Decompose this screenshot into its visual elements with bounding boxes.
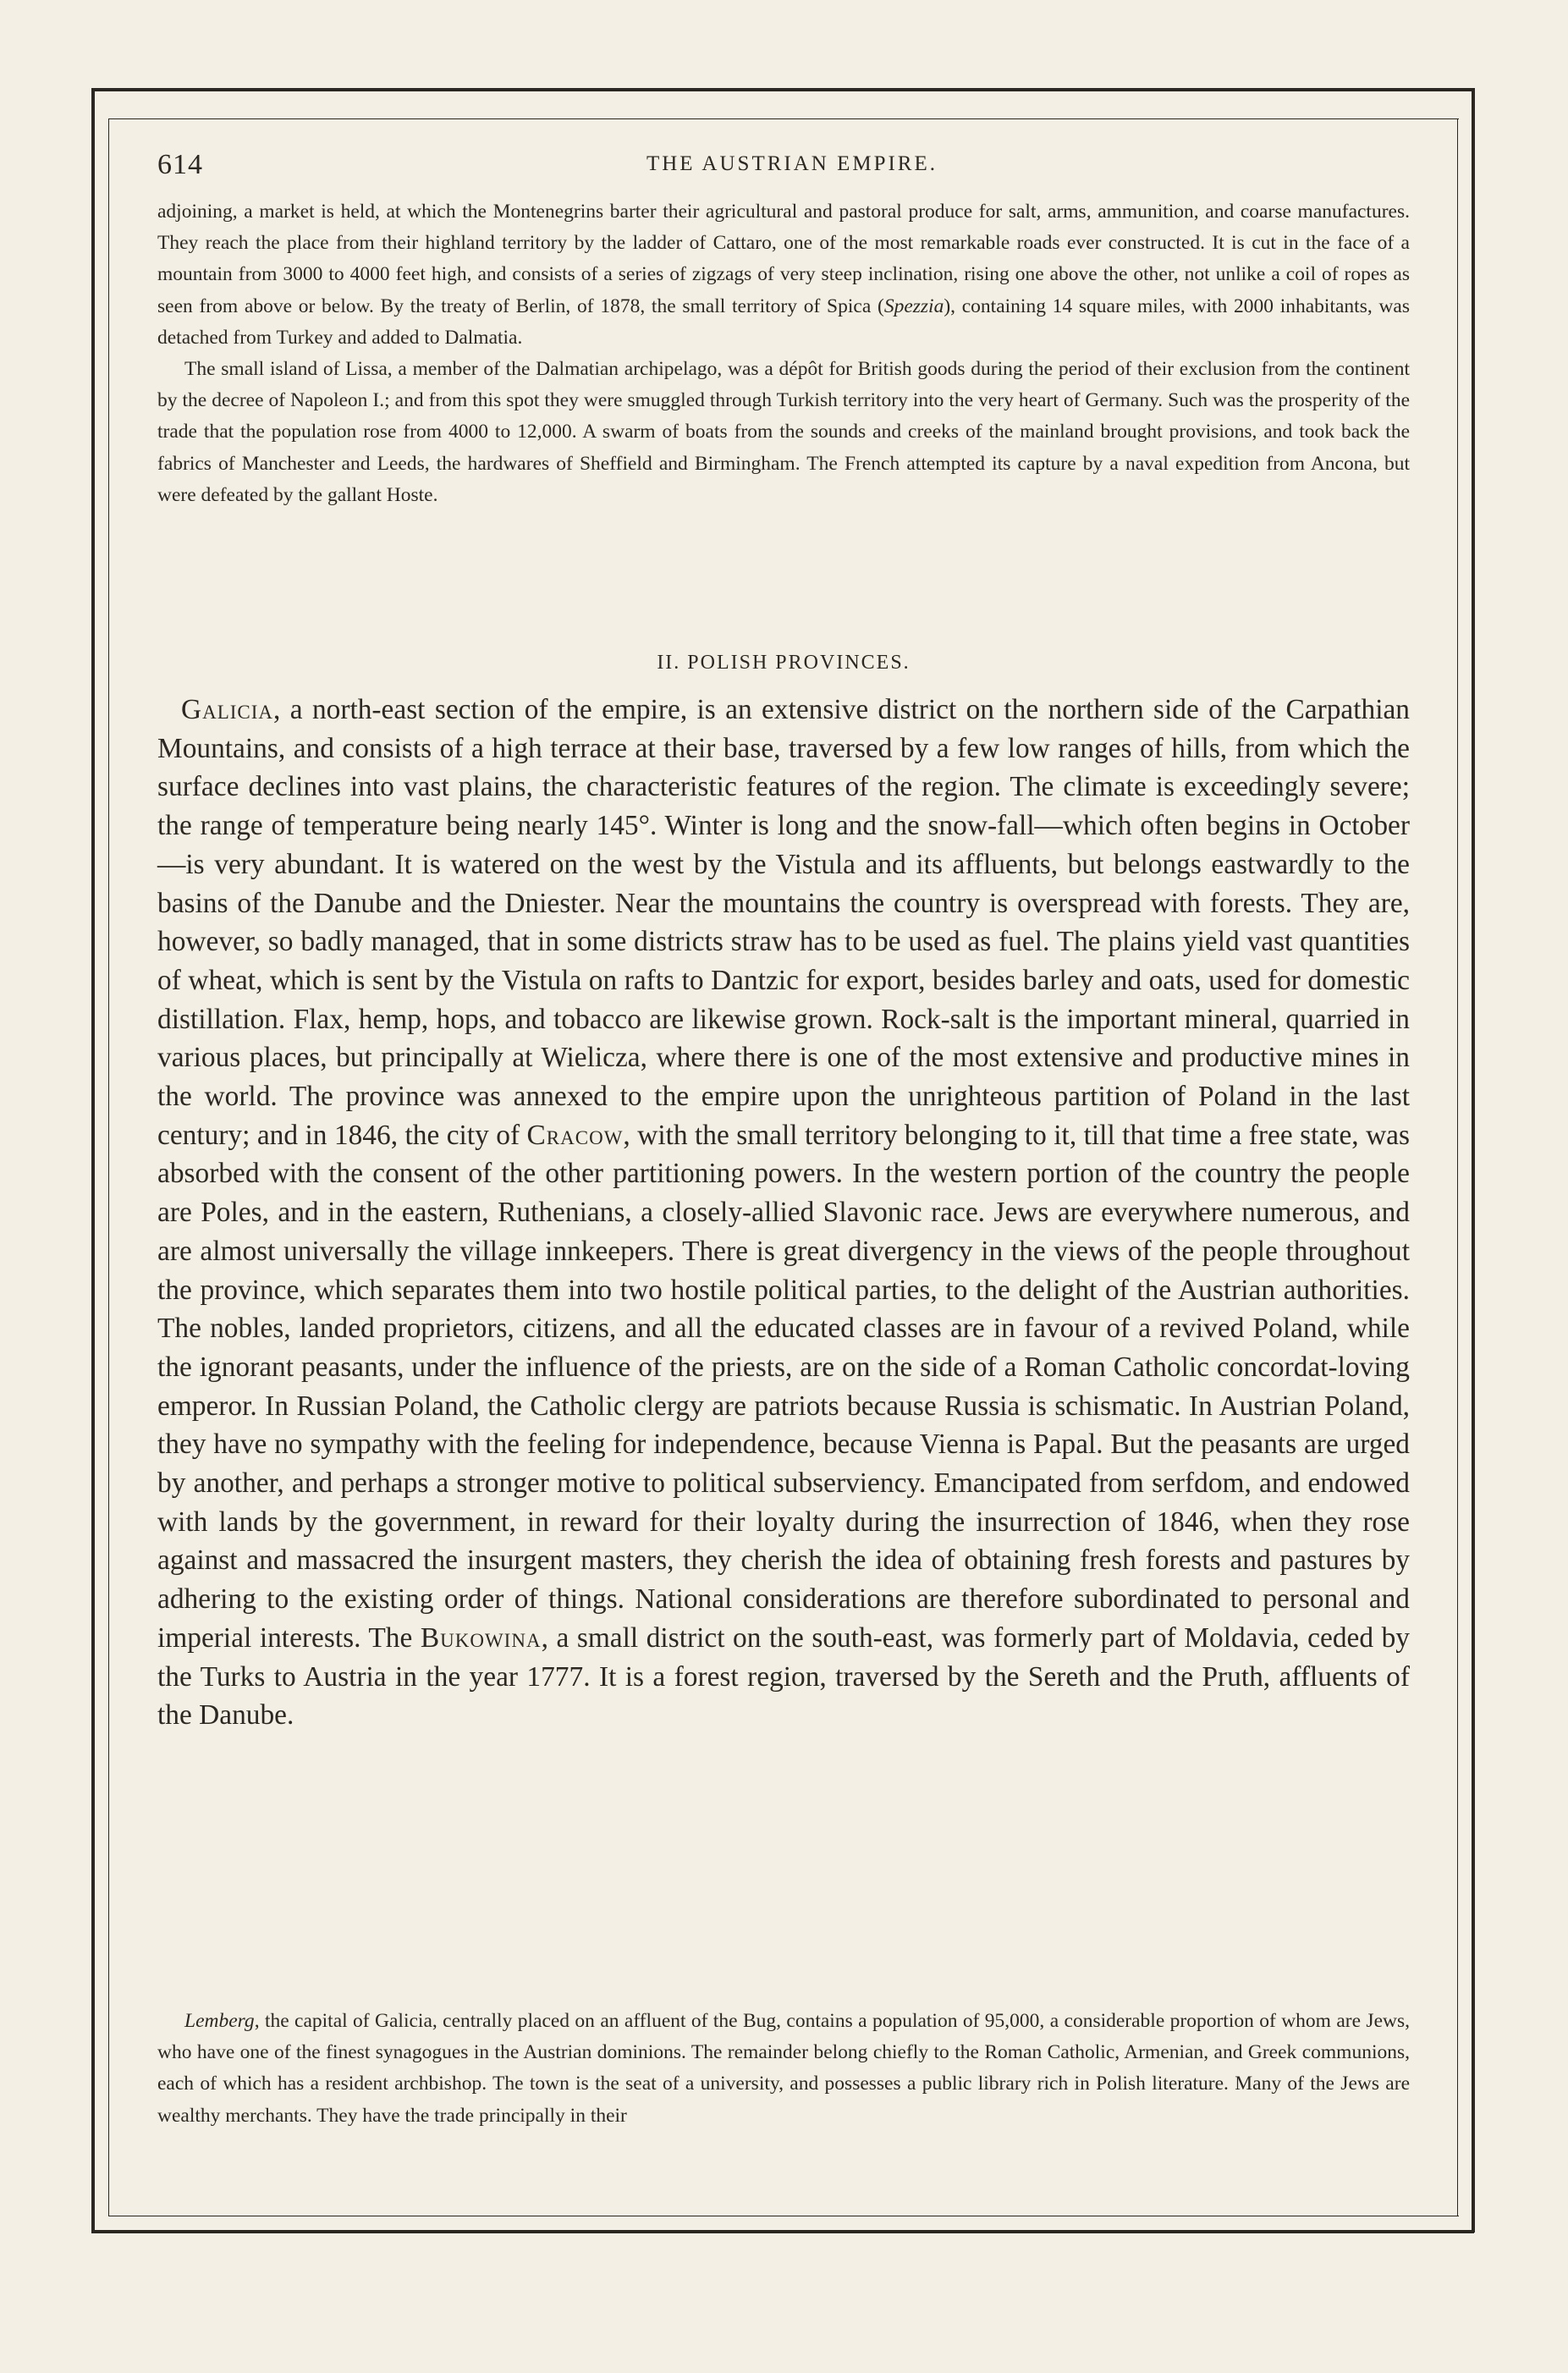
intro-p1-end: ), containing 14 square miles, with 2000 inhabitants, was detached from Turkey and added to Dalmatia. [157, 295, 1410, 349]
galicia-paragraph [157, 691, 1410, 1735]
intro-paragraph-1 [157, 196, 1410, 354]
lemberg-italic: Lemberg [184, 2010, 255, 2032]
page-number: 614 [157, 149, 203, 180]
lemberg-paragraph [157, 2006, 1410, 2132]
intro-text [157, 196, 1410, 511]
page-header [157, 149, 1427, 190]
frame-inner-left [108, 118, 109, 2216]
frame-outer-top [91, 88, 1474, 91]
spezzia-italic: Spezzia [883, 295, 944, 317]
frame-outer-left [91, 88, 95, 2233]
cracow-smallcaps: Cracow [526, 1119, 624, 1151]
running-title: THE AUSTRIAN EMPIRE. [646, 152, 938, 175]
intro-paragraph-2: The small island of Lissa, a member of the Dalmatian archipelago, was a dépôt for British goods during the period of their exclusion from the continent by the decree of Napoleon I.; and from this spot they were smuggled through Turkish territory into the very heart of Germany. Such was the prosperity of the trade that the population rose from 4000 to 12,000. A swarm of boats from the sounds and creeks of the mainland brought provisions, and took back the fabrics of Manchester and Leeds, the hardwares of Sheffield and Birmingham. The French attempted its capture by a naval expedition from Ancona, but were defeated by the gallant Hoste. [157, 358, 1410, 506]
frame-inner-top [108, 118, 1459, 119]
section-heading: II. POLISH PROVINCES. [657, 652, 911, 674]
galicia-text-c: , a small district on the south-east, was formerly part of Moldavia, ceded by the Turks to Austria in the year 1777. It is a forest region, traversed by the Sereth and the Pruth, affluents of the Danube. [157, 1621, 1410, 1732]
frame-outer-right [1472, 88, 1475, 2233]
intro-p1-text: adjoining, a market is held, at which the Montenegrins barter their agricultural and pastoral produce for salt, arms, ammunition, and coarse manufactures. They reach the place from their highland territory by the ladder of Cattaro, one of the most remarkable roads ever constructed. It is cut in the face of a mountain from 3000 to 4000 feet high, and consists of a series of zigzags of very steep inclination, rising one above the other, not unlike a coil of ropes as seen from above or below. By the treaty of Berlin, of 1878, the small territory of Spica ( [157, 201, 1410, 317]
frame-inner-right [1457, 118, 1458, 2216]
galicia-lead-word: Galicia [181, 694, 274, 725]
galicia-text-b: , with the small territory belonging to it, till that time a free state, was absorbed with the consent of the other partitioning powers. In the western portion of the country the people are Poles, and in the eastern, Ruthenians, a closely-allied Slavonic race. Jews are everywhere numerous, and are almost universally the village innkeepers. There is great divergency in the views of the people throughout the province, which separates them into two hostile political parties, to the delight of the Austrian authorities. The nobles, landed proprietors, citizens, and all the educated classes are in favour of a revived Poland, while the ignorant peasants, under the influence of the priests, are on the side of a Roman Catholic concordat-loving emperor. In Russian Poland, the Catholic clergy are patriots because Russia is schismatic. In Austrian Poland, they have no sympathy with the feeling for independence, because Vienna is Papal. But the peasants are urged by another, and perhaps a stronger motive to political subserviency. Emancipated from serfdom, and endowed with lands by the government, in reward for their loyalty during the insurrection of 1846, when they rose against and massacred the insurgent masters, they cherish the idea of obtaining fresh forests and pastures by adhering to the existing order of things. National considerations are therefore subordinated to personal and imperial interests. The [157, 1119, 1410, 1654]
frame-outer-bottom [91, 2230, 1474, 2233]
lemberg-text [157, 2006, 1410, 2132]
bukowina-smallcaps: Bukowina [420, 1621, 542, 1654]
main-text [157, 691, 1410, 1735]
lemberg-text-body: , the capital of Galicia, centrally placed on an affluent of the Bug, contains a population of 95,000, a considerable proportion of whom are Jews, who have one of the finest synagogues in the Austrian dominions. The remainder belong chiefly to the Roman Catholic, Armenian, and Greek communions, each of which has a resident archbishop. The town is the seat of a university, and possesses a public library rich in Polish literature. Many of the Jews are wealthy merchants. They have the trade principally in their [157, 2010, 1410, 2127]
galicia-text-a: , a north-east section of the empire, is an extensive district on the northern side of the Carpathian Mountains, and consists of a high terrace at their base, traversed by a few low ranges of hills, from which the surface declines into vast plains, the characteristic features of the region. The climate is exceedingly severe; the range of temperature being nearly 145°. Winter is long and the snow-fall—which often begins in October—is very abundant. It is watered on the west by the Vistula and its affluents, but belongs eastwardly to the basins of the Danube and the Dniester. Near the mountains the country is overspread with forests. They are, however, so badly managed, that in some districts straw has to be used as fuel. The plains yield vast quantities of wheat, which is sent by the Vistula on rafts to Dantzic for export, besides barley and oats, used for domestic distillation. Flax, hemp, hops, and tobacco are likewise grown. Rock-salt is the important mineral, quarried in various places, but principally at Wielicza, where there is one of the most extensive and productive mines in the world. The province was annexed to the empire upon the unrighteous partition of Poland in the last century; and in 1846, the city of [157, 694, 1410, 1151]
